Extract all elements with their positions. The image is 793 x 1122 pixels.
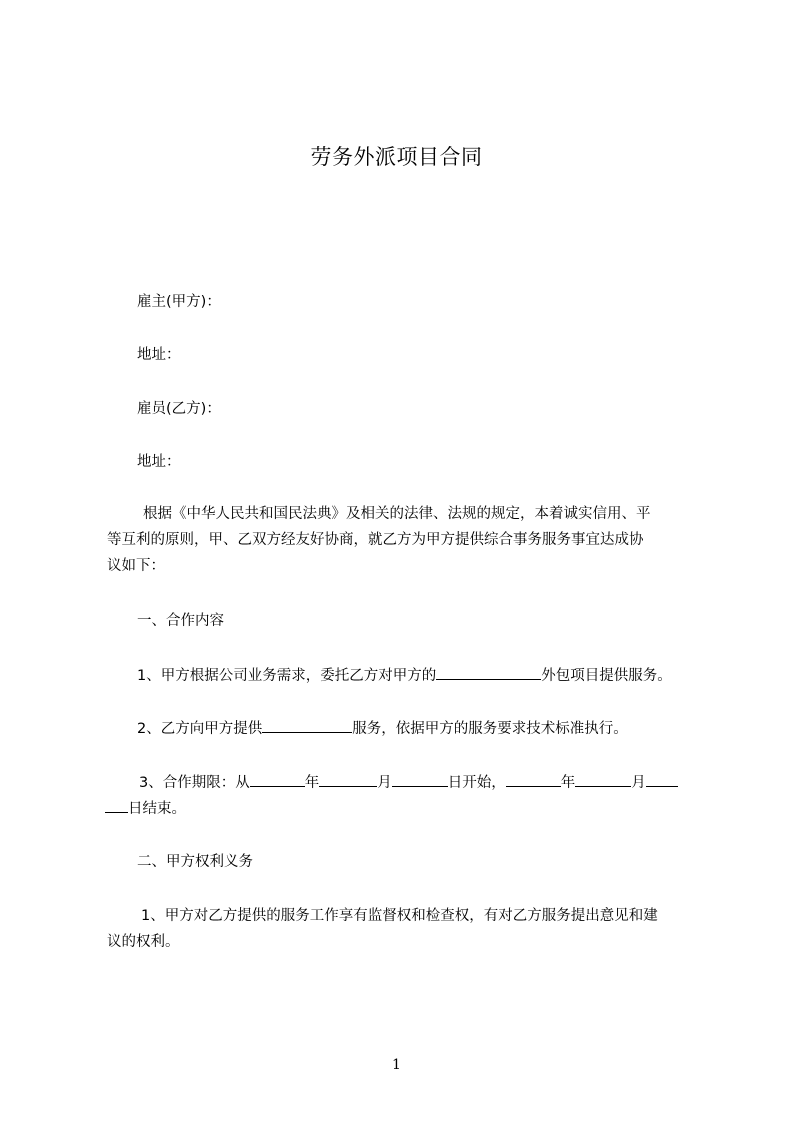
- page-number: 1: [392, 1057, 401, 1073]
- preamble-line-3: 议如下：: [107, 558, 165, 574]
- section-1-item-2-text-before: 2、乙方向甲方提供: [137, 721, 263, 737]
- end-month-label: 月: [631, 775, 646, 791]
- preamble-line-2: 等互利的原则，甲、乙双方经友好协商，就乙方为甲方提供综合事务服务事宜达成协: [107, 532, 644, 548]
- start-year-label: 年: [304, 775, 320, 791]
- employer-label: 雇主(甲方)：: [137, 294, 221, 310]
- section-2-item-1-line-2: 议的权利。: [107, 934, 180, 950]
- section-1-item-1: [137, 665, 672, 686]
- section-1-item-2: [137, 718, 628, 739]
- contract-title: 劳务外派项目合同: [310, 145, 483, 169]
- employer-address-label: 地址：: [137, 347, 181, 363]
- start-month-blank: [319, 772, 377, 787]
- term-label: 3、合作期限：从: [139, 775, 250, 791]
- project-name-blank: [436, 665, 541, 680]
- section-2-heading: 二、甲方权利义务: [137, 854, 253, 870]
- end-day-blank-part-1: [646, 772, 678, 787]
- end-day-label: 日结束。: [128, 801, 186, 817]
- end-year-label: 年: [560, 775, 576, 791]
- section-1-item-3-line-1: [139, 772, 678, 793]
- start-day-label: 日开始，: [447, 775, 506, 791]
- employee-address-label: 地址：: [137, 454, 181, 470]
- section-2-item-1-line-1: 1、甲方对乙方提供的服务工作享有监督权和检查权，有对乙方服务提出意见和建: [141, 908, 658, 924]
- service-type-blank: [262, 718, 352, 733]
- section-1-item-3-line-2: [105, 798, 186, 819]
- section-1-item-2-text-after: 服务，依据甲方的服务要求技术标准执行。: [352, 721, 628, 737]
- section-1-heading: 一、合作内容: [137, 613, 224, 629]
- end-month-blank: [575, 772, 631, 787]
- section-1-item-1-text-before: 1、甲方根据公司业务需求，委托乙方对甲方的: [137, 668, 437, 684]
- employee-label: 雇员(乙方)：: [137, 401, 221, 417]
- end-day-blank-part-2: [105, 798, 128, 813]
- start-day-blank: [392, 772, 448, 787]
- preamble-line-1: 根据《中华人民共和国民法典》及相关的法律、法规的规定，本着诚实信用、平: [143, 506, 651, 522]
- start-month-label: 月: [377, 775, 392, 791]
- end-year-blank: [506, 772, 561, 787]
- section-1-item-1-text-after: 外包项目提供服务。: [541, 668, 672, 684]
- start-year-blank: [250, 772, 305, 787]
